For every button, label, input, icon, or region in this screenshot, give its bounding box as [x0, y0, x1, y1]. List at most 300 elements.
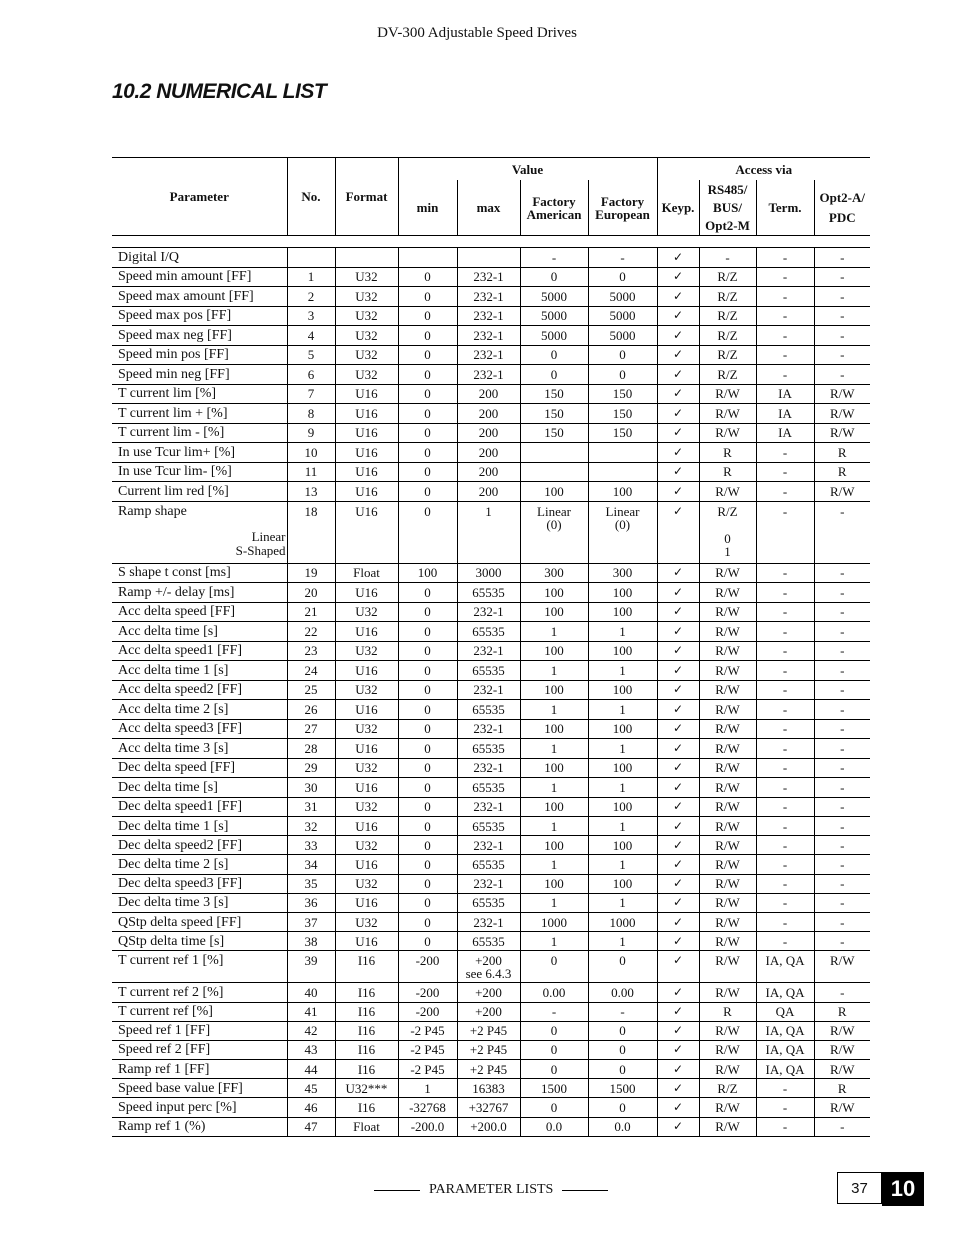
cell-term: - [756, 893, 814, 912]
cell-max: 65535 [457, 855, 520, 874]
table-row [112, 983, 870, 1002]
cell-no: 10 [287, 443, 335, 463]
cell-format: U16 [335, 932, 398, 951]
check-icon: ✓ [657, 778, 699, 798]
cell-max: 200 [457, 384, 520, 404]
cell-parameter: Speed min pos [FF] [112, 345, 287, 365]
cell-rs485: R/W [699, 583, 756, 603]
table-row [112, 462, 870, 482]
cell-no: 20 [287, 583, 335, 603]
cell-factory-european: 5000 [588, 326, 657, 346]
cell-rs485: R/W [699, 1040, 756, 1059]
table-row [112, 893, 870, 912]
cell-factory-american: - [520, 248, 588, 268]
cell-min: -2 P45 [398, 1040, 457, 1059]
cell-parameter: S shape t const [ms] [112, 563, 287, 583]
cell-format: U16 [335, 384, 398, 404]
cell-format: I16 [335, 1098, 398, 1117]
table-row [112, 501, 870, 563]
cell-no: 26 [287, 700, 335, 720]
rows-group-a [112, 248, 870, 502]
cell-term: - [756, 680, 814, 700]
cell-max: 232-1 [457, 287, 520, 307]
cell-min: 0 [398, 267, 457, 287]
cell-factory-european: 100 [588, 758, 657, 778]
param-name: Ramp shape [118, 503, 187, 519]
cell-no: 45 [287, 1079, 335, 1098]
footer [365, 1182, 617, 1198]
cell-factory-european: 1 [588, 932, 657, 951]
cell-format: U32 [335, 797, 398, 817]
cell-term: - [756, 345, 814, 365]
running-header: DV-300 Adjustable Speed Drives [377, 25, 577, 41]
footer-rule [562, 1190, 608, 1191]
cell-factory-european: 1 [588, 817, 657, 836]
cell-opt2a: - [814, 501, 870, 563]
cell-max: 200 [457, 404, 520, 424]
cell-rs485: R/W [699, 912, 756, 931]
cell-parameter: Speed ref 1 [FF] [112, 1021, 287, 1040]
cell-no: 30 [287, 778, 335, 798]
cell-no: 40 [287, 983, 335, 1002]
cell-factory-european: 0 [588, 365, 657, 385]
cell-opt2a: - [814, 700, 870, 720]
cell-format: I16 [335, 1060, 398, 1079]
cell-term: - [756, 267, 814, 287]
cell-factory-european: 0.0 [588, 1117, 657, 1136]
check-icon: ✓ [657, 1117, 699, 1136]
cell-format: U32 [335, 680, 398, 700]
cell-max: 232-1 [457, 836, 520, 855]
cell-no: 46 [287, 1098, 335, 1117]
cell-opt2a: - [814, 983, 870, 1002]
table-row [112, 874, 870, 893]
cell-factory-european: 1000 [588, 912, 657, 931]
cell-term: - [756, 912, 814, 931]
cell-max: 16383 [457, 1079, 520, 1098]
cell-format: U32 [335, 267, 398, 287]
check-icon: ✓ [657, 1040, 699, 1059]
cell-format: U32 [335, 719, 398, 739]
cell-opt2a: - [814, 893, 870, 912]
ramp-shape-options [118, 518, 286, 558]
cell-rs485: R/W [699, 1117, 756, 1136]
cell-format: U32 [335, 912, 398, 931]
table-row [112, 855, 870, 874]
cell-term: - [756, 602, 814, 622]
cell-no: 43 [287, 1040, 335, 1059]
cell-opt2a: - [814, 912, 870, 931]
table-row [112, 443, 870, 463]
cell-term: - [756, 306, 814, 326]
cell-parameter: Digital I/Q [112, 248, 287, 268]
cell-min: 0 [398, 345, 457, 365]
check-icon: ✓ [657, 482, 699, 502]
cell-max: 65535 [457, 778, 520, 798]
cell-format: U16 [335, 501, 398, 563]
cell-format: U16 [335, 423, 398, 443]
cell-term: IA, QA [756, 1040, 814, 1059]
cell-parameter: T current ref [%] [112, 1002, 287, 1021]
table-row [112, 423, 870, 443]
cell-no: 34 [287, 855, 335, 874]
cell-format: U16 [335, 778, 398, 798]
value-line: Linear [605, 503, 640, 519]
cell-format: U16 [335, 817, 398, 836]
cell-term: - [756, 817, 814, 836]
cell-format: U16 [335, 855, 398, 874]
check-icon: ✓ [657, 563, 699, 583]
cell-term: - [756, 248, 814, 268]
cell-no: 27 [287, 719, 335, 739]
cell-min: 0 [398, 462, 457, 482]
check-icon: ✓ [657, 602, 699, 622]
cell-factory-american: 1 [520, 661, 588, 681]
cell-term: - [756, 661, 814, 681]
cell-max: 232-1 [457, 641, 520, 661]
cell-factory-european: 100 [588, 836, 657, 855]
cell-format: Float [335, 563, 398, 583]
cell-term: - [756, 563, 814, 583]
cell-term: - [756, 758, 814, 778]
cell-term: - [756, 482, 814, 502]
cell-min: 100 [398, 563, 457, 583]
cell-rs485: R/W [699, 1098, 756, 1117]
cell-opt2a: - [814, 758, 870, 778]
table-row [112, 622, 870, 642]
cell-no: 24 [287, 661, 335, 681]
check-icon: ✓ [657, 932, 699, 951]
cell-rs485: R/W [699, 661, 756, 681]
cell-factory-european: - [588, 248, 657, 268]
cell-min: -200 [398, 951, 457, 983]
cell-parameter: Dec delta time 3 [s] [112, 893, 287, 912]
cell-parameter: Dec delta time 1 [s] [112, 817, 287, 836]
table-row [112, 1040, 870, 1059]
cell-rs485: R/W [699, 983, 756, 1002]
cell-format: I16 [335, 1040, 398, 1059]
cell-rs485: R/W [699, 817, 756, 836]
cell-factory-american: 100 [520, 719, 588, 739]
cell-opt2a: - [814, 602, 870, 622]
cell-no: 32 [287, 817, 335, 836]
cell-max: 232-1 [457, 719, 520, 739]
header-gap [112, 236, 870, 248]
cell-term: - [756, 797, 814, 817]
header-line: Factory [532, 193, 576, 209]
cell-factory-european: 0 [588, 345, 657, 365]
cell-min: 0 [398, 622, 457, 642]
cell-factory-american: 1 [520, 932, 588, 951]
cell-term: - [756, 855, 814, 874]
cell-factory-american: 1000 [520, 912, 588, 931]
table-row [112, 404, 870, 424]
group-header-access: Access via [657, 158, 870, 181]
cell-min: 0 [398, 719, 457, 739]
cell-max: 232-1 [457, 345, 520, 365]
table-row [112, 680, 870, 700]
cell-term: - [756, 501, 814, 563]
cell-format: U16 [335, 622, 398, 642]
group-header-value: Value [398, 158, 657, 181]
cell-factory-european: 0.00 [588, 983, 657, 1002]
footer-rule [374, 1190, 420, 1191]
cell-term: IA [756, 404, 814, 424]
cell-opt2a: - [814, 778, 870, 798]
cell-term: - [756, 1117, 814, 1136]
cell-max: 232-1 [457, 326, 520, 346]
cell-format [335, 248, 398, 268]
check-icon: ✓ [657, 1002, 699, 1021]
cell-no: 2 [287, 287, 335, 307]
cell-format: I16 [335, 951, 398, 983]
cell-no: 7 [287, 384, 335, 404]
cell-max: 65535 [457, 622, 520, 642]
col-header-min: min [398, 180, 457, 236]
table-row [112, 641, 870, 661]
cell-term: - [756, 287, 814, 307]
table-row [112, 951, 870, 983]
cell-no: 37 [287, 912, 335, 931]
cell-term: - [756, 622, 814, 642]
cell-min: 0 [398, 501, 457, 563]
cell-factory-american: 5000 [520, 326, 588, 346]
cell-min: 0 [398, 739, 457, 759]
cell-min: 0 [398, 855, 457, 874]
cell-parameter: T current lim + [%] [112, 404, 287, 424]
cell-parameter: Dec delta speed3 [FF] [112, 874, 287, 893]
cell-term: - [756, 583, 814, 603]
cell-parameter: Speed min amount [FF] [112, 267, 287, 287]
check-icon: ✓ [657, 719, 699, 739]
cell-min: 0 [398, 306, 457, 326]
cell-factory-american: 0 [520, 1021, 588, 1040]
cell-format: U32 [335, 874, 398, 893]
cell-format: U16 [335, 443, 398, 463]
value-line: R/Z [717, 503, 738, 519]
cell-max: 232-1 [457, 912, 520, 931]
cell-term: - [756, 700, 814, 720]
cell-max [457, 951, 520, 983]
cell-min: -200 [398, 1002, 457, 1021]
table-row [112, 932, 870, 951]
cell-factory-american: 0 [520, 1098, 588, 1117]
cell-factory-american: 300 [520, 563, 588, 583]
cell-parameter: Acc delta time [s] [112, 622, 287, 642]
page-number: 37 [837, 1172, 882, 1204]
table-row [112, 1079, 870, 1098]
cell-max: 200 [457, 462, 520, 482]
cell-no: 44 [287, 1060, 335, 1079]
cell-opt2a: - [814, 583, 870, 603]
table-row [112, 1021, 870, 1040]
table-row [112, 267, 870, 287]
cell-opt2a: R [814, 1002, 870, 1021]
cell-rs485: R/W [699, 758, 756, 778]
cell-parameter: T current ref 2 [%] [112, 983, 287, 1002]
rows-group-d [112, 983, 870, 1137]
cell-factory-american: 0 [520, 1040, 588, 1059]
cell-min: 0 [398, 680, 457, 700]
cell-rs485: R/W [699, 778, 756, 798]
check-icon: ✓ [657, 855, 699, 874]
header-line: BUS/ [713, 199, 742, 215]
cell-factory-american: 100 [520, 680, 588, 700]
cell-opt2a: - [814, 855, 870, 874]
cell-factory-european: 0 [588, 951, 657, 983]
cell-factory-european [588, 501, 657, 563]
cell-term: - [756, 932, 814, 951]
chapter-tab: 10 [882, 1172, 924, 1206]
cell-rs485: R [699, 462, 756, 482]
header-line: Factory [600, 193, 645, 209]
header-line: American [526, 206, 582, 222]
check-icon: ✓ [657, 661, 699, 681]
cell-factory-european: 0 [588, 1098, 657, 1117]
col-header-max: max [457, 180, 520, 236]
cell-parameter: Speed max neg [FF] [112, 326, 287, 346]
table-row [112, 661, 870, 681]
check-icon: ✓ [657, 462, 699, 482]
cell-opt2a: - [814, 622, 870, 642]
cell-min: 0 [398, 365, 457, 385]
cell-max: 232-1 [457, 602, 520, 622]
cell-max: +200.0 [457, 1117, 520, 1136]
cell-max: +200 [457, 983, 520, 1002]
table-row [112, 384, 870, 404]
cell-factory-american: 100 [520, 836, 588, 855]
cell-parameter [112, 501, 287, 563]
cell-term: - [756, 1098, 814, 1117]
cell-opt2a: - [814, 932, 870, 951]
cell-opt2a: - [814, 365, 870, 385]
cell-no: 25 [287, 680, 335, 700]
check-icon: ✓ [657, 267, 699, 287]
header-line: Opt2-A/ [819, 189, 865, 205]
cell-min: 0 [398, 700, 457, 720]
cell-opt2a: R/W [814, 423, 870, 443]
cell-max: +2 P45 [457, 1060, 520, 1079]
cell-max: 232-1 [457, 306, 520, 326]
cell-opt2a: R/W [814, 482, 870, 502]
cell-factory-european: 100 [588, 680, 657, 700]
check-icon: ✓ [657, 622, 699, 642]
cell-opt2a: R [814, 1079, 870, 1098]
col-header-factory-european [588, 180, 657, 236]
cell-parameter: Acc delta speed [FF] [112, 602, 287, 622]
table-row [112, 1060, 870, 1079]
check-icon: ✓ [657, 384, 699, 404]
table-row [112, 248, 870, 268]
cell-min [398, 248, 457, 268]
check-icon: ✓ [657, 583, 699, 603]
cell-parameter: QStp delta speed [FF] [112, 912, 287, 931]
value-line: (0) [614, 516, 631, 532]
cell-rs485: R/W [699, 404, 756, 424]
cell-parameter: Speed max amount [FF] [112, 287, 287, 307]
cell-factory-european: 100 [588, 719, 657, 739]
check-icon: ✓ [657, 248, 699, 268]
check-icon: ✓ [657, 912, 699, 931]
header-line: PDC [828, 209, 856, 225]
cell-parameter: Speed ref 2 [FF] [112, 1040, 287, 1059]
cell-rs485: R/Z [699, 287, 756, 307]
check-icon: ✓ [657, 404, 699, 424]
cell-rs485: R/W [699, 700, 756, 720]
check-icon: ✓ [657, 983, 699, 1002]
cell-no: 5 [287, 345, 335, 365]
table-row [112, 719, 870, 739]
cell-factory-european: 100 [588, 874, 657, 893]
cell-max: 200 [457, 423, 520, 443]
check-icon: ✓ [657, 365, 699, 385]
cell-rs485: R [699, 1002, 756, 1021]
cell-factory-american: 1 [520, 622, 588, 642]
cell-opt2a: - [814, 836, 870, 855]
cell-min: 0 [398, 797, 457, 817]
cell-max: 65535 [457, 583, 520, 603]
cell-factory-european: 150 [588, 404, 657, 424]
cell-opt2a: - [814, 719, 870, 739]
cell-factory-american: 150 [520, 384, 588, 404]
table-row [112, 700, 870, 720]
cell-parameter: Current lim red [%] [112, 482, 287, 502]
cell-parameter: Acc delta time 2 [s] [112, 700, 287, 720]
cell-format: U32 [335, 641, 398, 661]
cell-factory-american: 150 [520, 423, 588, 443]
table-row [112, 326, 870, 346]
cell-no: 31 [287, 797, 335, 817]
col-header-term: Term. [756, 180, 814, 236]
option-value: 0 [724, 530, 731, 546]
table-row [112, 817, 870, 836]
cell-rs485: R/W [699, 602, 756, 622]
cell-max: 232-1 [457, 680, 520, 700]
check-icon: ✓ [657, 874, 699, 893]
cell-min: 0 [398, 287, 457, 307]
cell-factory-european: 5000 [588, 306, 657, 326]
cell-opt2a: R/W [814, 1098, 870, 1117]
check-icon: ✓ [657, 1021, 699, 1040]
cell-rs485: R/W [699, 932, 756, 951]
cell-factory-european: 1500 [588, 1079, 657, 1098]
check-icon: ✓ [657, 326, 699, 346]
cell-format: U32 [335, 326, 398, 346]
cell-opt2a: - [814, 267, 870, 287]
cell-term: QA [756, 1002, 814, 1021]
cell-factory-european: 0 [588, 267, 657, 287]
cell-parameter: Ramp ref 1 (%) [112, 1117, 287, 1136]
cell-factory-american: 1 [520, 700, 588, 720]
cell-rs485: R/W [699, 384, 756, 404]
cell-parameter: T current lim - [%] [112, 423, 287, 443]
cell-rs485: R/Z [699, 345, 756, 365]
cell-format: I16 [335, 983, 398, 1002]
cell-min: -200.0 [398, 1117, 457, 1136]
cell-factory-american: 1 [520, 893, 588, 912]
cell-format: U16 [335, 482, 398, 502]
check-icon: ✓ [657, 893, 699, 912]
parameter-table [112, 157, 870, 1137]
cell-factory-american: 0 [520, 951, 588, 983]
cell-opt2a: R/W [814, 1040, 870, 1059]
table-row [112, 306, 870, 326]
cell-no: 19 [287, 563, 335, 583]
cell-parameter: Dec delta speed2 [FF] [112, 836, 287, 855]
col-header-parameter: Parameter [112, 158, 287, 236]
cell-parameter: Speed min neg [FF] [112, 365, 287, 385]
cell-parameter: Ramp ref 1 [FF] [112, 1060, 287, 1079]
